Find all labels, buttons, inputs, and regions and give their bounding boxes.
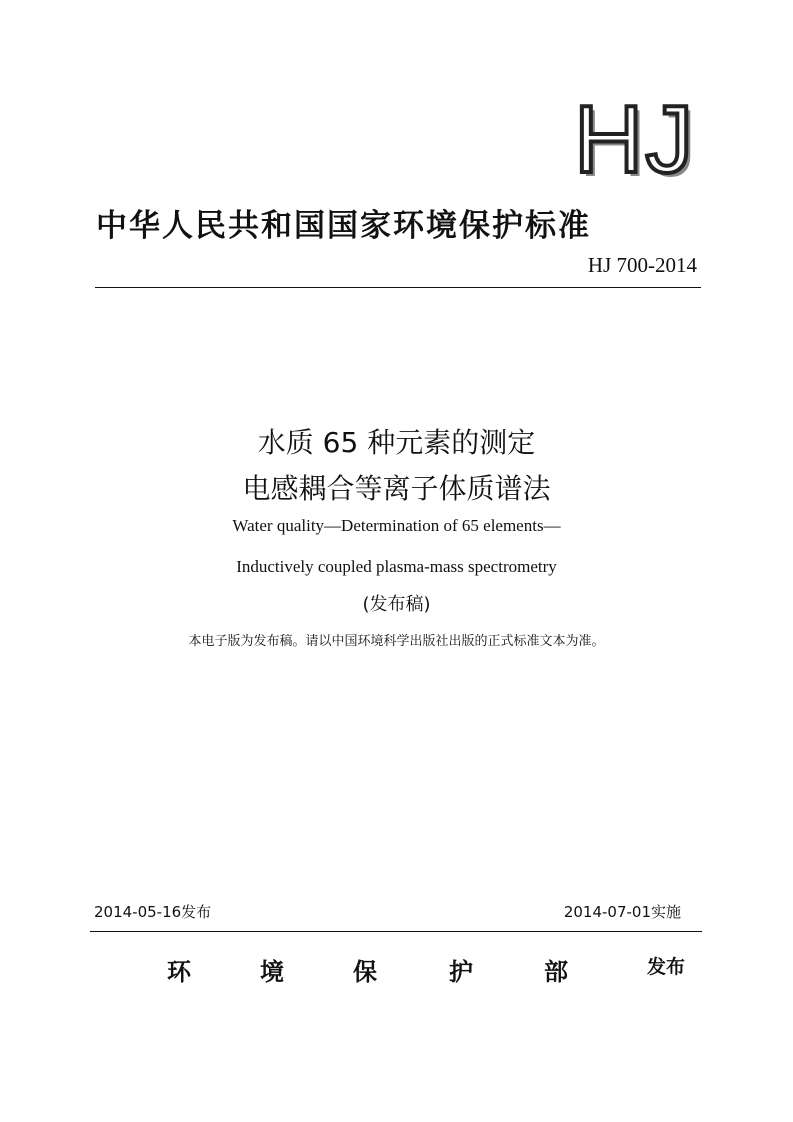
issuer-char: 境 (260, 958, 284, 986)
organization-title: 中华人民共和国国家环境保护标准 (96, 208, 591, 244)
title-cn-line1: 水质 65 种元素的测定 (257, 426, 536, 459)
hj-logo: HJ (574, 86, 696, 193)
issuer-char: 部 (544, 958, 568, 986)
title-en-line1: Water quality—Determination of 65 elements— (232, 516, 561, 535)
title-cn-line2: 电感耦合等离子体质谱法 (242, 472, 551, 505)
issued-label: 发布 (647, 956, 686, 978)
implementation-date: 2014-07-01实施 (563, 903, 681, 921)
edition-notice: 本电子版为发布稿。请以中国环境科学出版社出版的正式标准文本为准。 (188, 634, 605, 649)
standard-number: HJ 700-2014 (587, 253, 697, 277)
issue-date: 2014-05-16发布 (94, 903, 212, 921)
draft-label: (发布稿) (362, 594, 431, 615)
issuer-char: 保 (353, 958, 377, 986)
issuer-char: 护 (449, 958, 473, 986)
top-divider (95, 287, 701, 288)
bottom-divider (90, 931, 702, 932)
title-en-line2: Inductively coupled plasma-mass spectrometry (236, 557, 557, 576)
issuer-char: 环 (167, 958, 191, 986)
